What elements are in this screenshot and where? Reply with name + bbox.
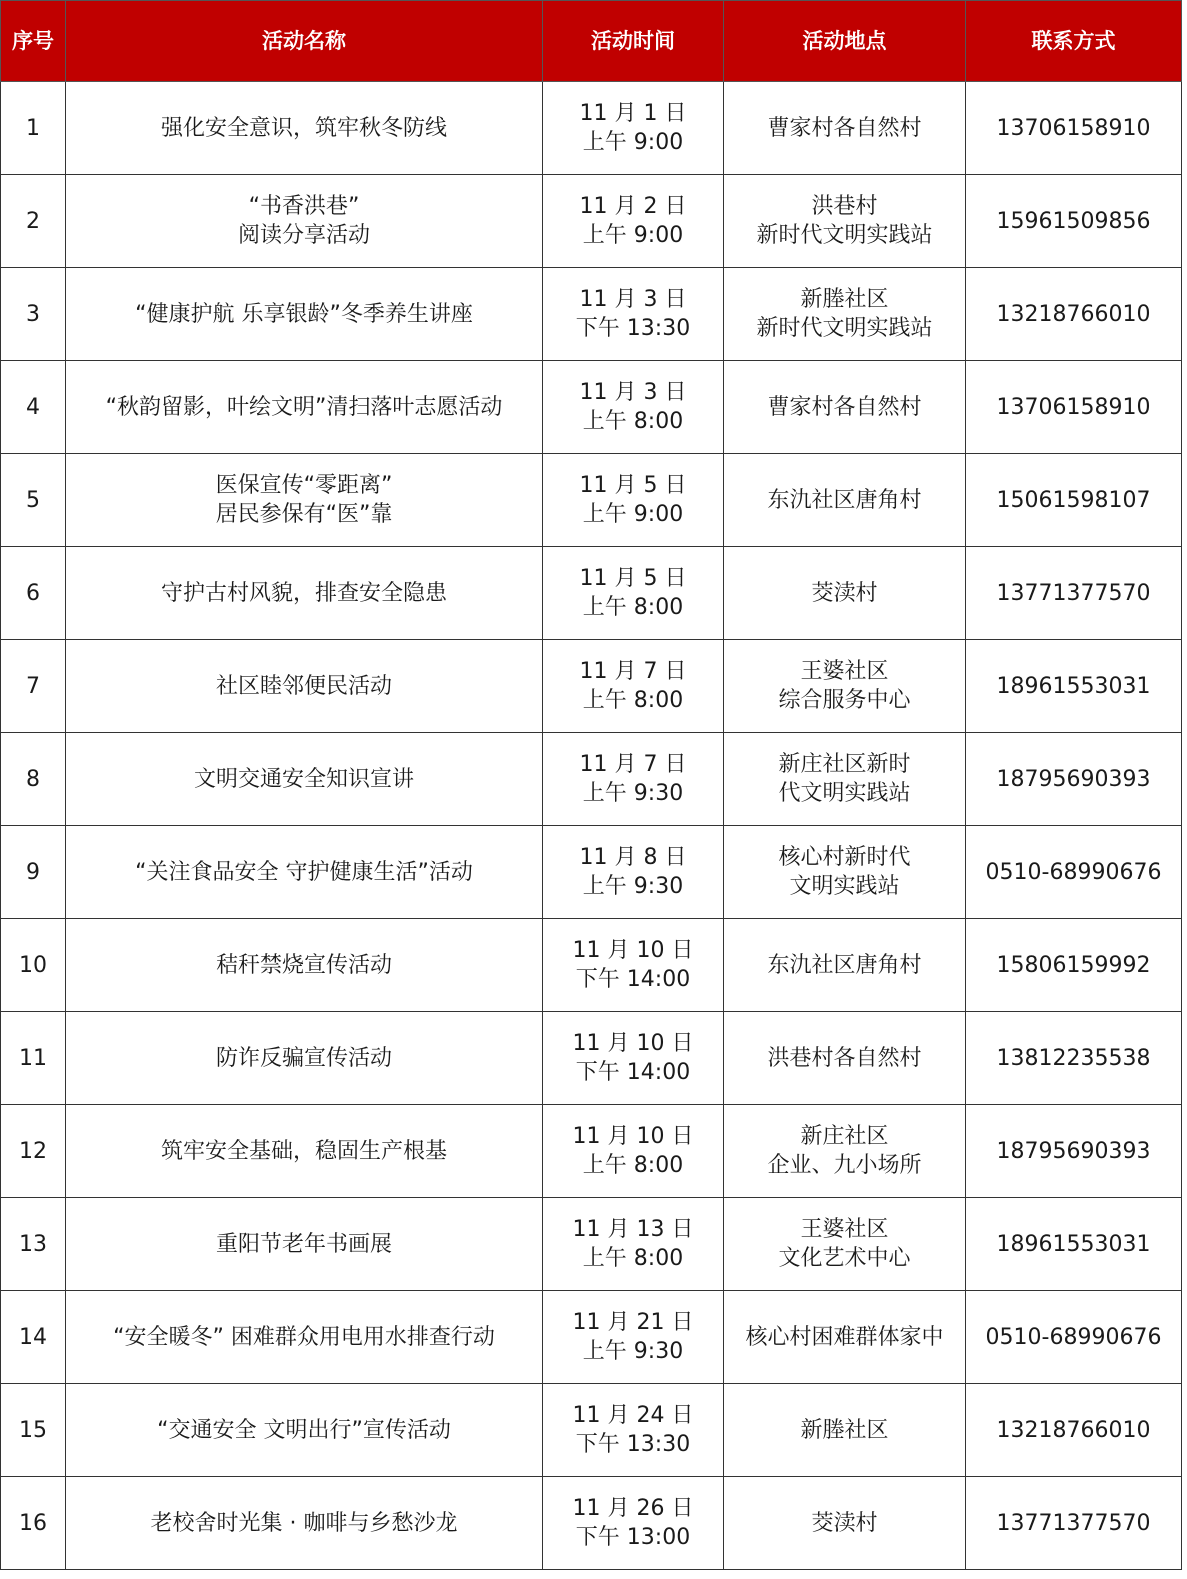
header-no: 序号 <box>1 1 66 82</box>
cell-activity-name-line: 阅读分享活动 <box>237 223 370 248</box>
table-row <box>1 547 1182 640</box>
cell-activity-name <box>66 175 543 268</box>
cell-activity-time-line: 上午 8:00 <box>582 595 684 620</box>
cell-activity-place <box>724 454 966 547</box>
cell-activity-time <box>543 1198 724 1291</box>
cell-activity-name-line: 守护古村风貌，排查安全隐患 <box>160 580 447 606</box>
cell-activity-place <box>724 640 966 733</box>
cell-no: 16 <box>1 1477 66 1570</box>
cell-activity-time-line: 上午 9:00 <box>582 223 684 248</box>
cell-activity-name-line: “安全暖冬” 困难群众用电用水排查行动 <box>113 1324 495 1350</box>
cell-activity-name <box>66 1198 543 1291</box>
cell-activity-time-line: 下午 13:30 <box>575 1432 691 1457</box>
cell-no: 6 <box>1 547 66 640</box>
cell-activity-place <box>724 1477 966 1570</box>
cell-activity-time <box>543 454 724 547</box>
table-row <box>1 1105 1182 1198</box>
cell-activity-place-line: 新时代文明实践站 <box>756 316 933 341</box>
cell-contact: 13771377570 <box>966 547 1182 640</box>
table-row <box>1 733 1182 826</box>
cell-activity-time <box>543 268 724 361</box>
cell-activity-time-line: 11 月 21 日 <box>572 1310 694 1335</box>
cell-activity-place <box>724 919 966 1012</box>
cell-activity-time-line: 11 月 10 日 <box>572 1031 694 1056</box>
cell-activity-place-line: 茭渎村 <box>811 580 878 606</box>
table-row <box>1 175 1182 268</box>
cell-activity-place-line: 新时代文明实践站 <box>756 223 933 248</box>
cell-activity-name-line: 强化安全意识，筑牢秋冬防线 <box>160 115 447 141</box>
cell-activity-time-line: 下午 13:00 <box>575 1525 691 1550</box>
cell-activity-place-line: 核心村新时代 <box>778 845 911 870</box>
table-row <box>1 640 1182 733</box>
cell-activity-place <box>724 826 966 919</box>
cell-contact: 18795690393 <box>966 1105 1182 1198</box>
cell-activity-name-line: “关注食品安全 守护健康生活”活动 <box>135 859 473 885</box>
cell-no: 15 <box>1 1384 66 1477</box>
cell-no: 3 <box>1 268 66 361</box>
cell-activity-name-line: 医保宣传“零距离” <box>215 473 393 498</box>
cell-activity-time <box>543 1477 724 1570</box>
cell-activity-place <box>724 1105 966 1198</box>
table-row <box>1 82 1182 175</box>
cell-activity-time-line: 11 月 1 日 <box>579 101 687 126</box>
cell-activity-place-line: 东氿社区唐角村 <box>767 952 922 978</box>
cell-activity-place-line: 茭渎村 <box>811 1510 878 1536</box>
cell-activity-place-line: 文明实践站 <box>789 874 900 899</box>
table-body <box>1 82 1182 1570</box>
cell-activity-name <box>66 1477 543 1570</box>
cell-activity-time-line: 11 月 5 日 <box>579 473 687 498</box>
cell-contact: 15806159992 <box>966 919 1182 1012</box>
table-row <box>1 1477 1182 1570</box>
table-row <box>1 1198 1182 1291</box>
cell-activity-name <box>66 547 543 640</box>
cell-activity-place-line: 曹家村各自然村 <box>767 115 922 141</box>
cell-activity-time-line: 11 月 8 日 <box>579 845 687 870</box>
cell-activity-name <box>66 82 543 175</box>
cell-contact: 13218766010 <box>966 1384 1182 1477</box>
cell-activity-place-line: 企业、九小场所 <box>767 1153 922 1178</box>
cell-contact: 18795690393 <box>966 733 1182 826</box>
cell-contact: 18961553031 <box>966 640 1182 733</box>
cell-activity-place-line: 新庄社区 <box>800 1124 889 1149</box>
cell-activity-place <box>724 1198 966 1291</box>
cell-activity-place-line: 王婆社区 <box>800 1217 889 1242</box>
cell-activity-time-line: 11 月 3 日 <box>579 287 687 312</box>
cell-no: 13 <box>1 1198 66 1291</box>
table-row <box>1 1012 1182 1105</box>
cell-activity-time-line: 上午 9:00 <box>582 502 684 527</box>
table-row <box>1 454 1182 547</box>
cell-no: 9 <box>1 826 66 919</box>
cell-activity-place <box>724 1291 966 1384</box>
cell-activity-time <box>543 547 724 640</box>
cell-activity-time-line: 下午 13:30 <box>575 316 691 341</box>
cell-activity-time <box>543 919 724 1012</box>
cell-activity-time-line: 下午 14:00 <box>575 1060 691 1085</box>
cell-activity-time-line: 上午 8:00 <box>582 409 684 434</box>
cell-activity-name-line: 老校舍时光集 · 咖啡与乡愁沙龙 <box>150 1510 458 1536</box>
cell-contact: 15961509856 <box>966 175 1182 268</box>
cell-activity-place-line: 代文明实践站 <box>778 781 911 806</box>
cell-no: 1 <box>1 82 66 175</box>
cell-activity-time <box>543 1105 724 1198</box>
cell-activity-place <box>724 1384 966 1477</box>
cell-activity-time-line: 11 月 3 日 <box>579 380 687 405</box>
cell-activity-name <box>66 919 543 1012</box>
cell-contact: 0510-68990676 <box>966 1291 1182 1384</box>
cell-activity-time <box>543 175 724 268</box>
cell-activity-place-line: 文化艺术中心 <box>778 1246 911 1271</box>
cell-activity-time-line: 11 月 5 日 <box>579 566 687 591</box>
cell-activity-place <box>724 268 966 361</box>
cell-activity-place-line: 曹家村各自然村 <box>767 394 922 420</box>
cell-no: 8 <box>1 733 66 826</box>
cell-activity-time <box>543 361 724 454</box>
cell-contact: 18961553031 <box>966 1198 1182 1291</box>
header-contact: 联系方式 <box>966 1 1182 82</box>
cell-activity-time-line: 上午 9:30 <box>582 874 684 899</box>
table-row <box>1 919 1182 1012</box>
cell-activity-name-line: 社区睦邻便民活动 <box>215 673 392 699</box>
table-row <box>1 268 1182 361</box>
header-row <box>1 1 1182 82</box>
cell-activity-time <box>543 640 724 733</box>
cell-activity-place <box>724 547 966 640</box>
cell-activity-time <box>543 82 724 175</box>
cell-contact: 13706158910 <box>966 82 1182 175</box>
cell-activity-place-line: 核心村困难群体家中 <box>745 1324 944 1350</box>
cell-activity-time <box>543 1291 724 1384</box>
cell-activity-time <box>543 826 724 919</box>
cell-activity-place-line: 新塍社区 <box>800 1417 889 1443</box>
cell-activity-place-line: 新塍社区 <box>800 287 889 312</box>
cell-activity-place-line: 王婆社区 <box>800 659 889 684</box>
cell-activity-time-line: 11 月 7 日 <box>579 659 687 684</box>
cell-activity-place-line: 东氿社区唐角村 <box>767 487 922 513</box>
cell-contact: 13218766010 <box>966 268 1182 361</box>
cell-activity-time-line: 11 月 24 日 <box>572 1403 694 1428</box>
cell-no: 5 <box>1 454 66 547</box>
cell-activity-name-line: “健康护航 乐享银龄”冬季养生讲座 <box>135 301 473 327</box>
cell-activity-time-line: 上午 8:00 <box>582 1246 684 1271</box>
cell-activity-name <box>66 1012 543 1105</box>
cell-activity-name-line: 文明交通安全知识宣讲 <box>193 766 414 792</box>
cell-activity-name-line: 防诈反骗宣传活动 <box>215 1045 392 1071</box>
table-row <box>1 361 1182 454</box>
cell-activity-place <box>724 1012 966 1105</box>
cell-activity-name <box>66 826 543 919</box>
cell-activity-place <box>724 82 966 175</box>
table-header <box>1 1 1182 82</box>
cell-activity-time-line: 11 月 10 日 <box>572 938 694 963</box>
cell-activity-name-line: 秸秆禁烧宣传活动 <box>215 952 392 978</box>
cell-no: 4 <box>1 361 66 454</box>
cell-activity-name <box>66 733 543 826</box>
cell-activity-time <box>543 733 724 826</box>
cell-activity-name <box>66 268 543 361</box>
cell-activity-name <box>66 640 543 733</box>
table-row <box>1 826 1182 919</box>
cell-activity-name-line: 居民参保有“医”靠 <box>215 502 393 527</box>
cell-activity-time <box>543 1012 724 1105</box>
cell-activity-time-line: 11 月 10 日 <box>572 1124 694 1149</box>
cell-activity-time-line: 11 月 2 日 <box>579 194 687 219</box>
cell-activity-time <box>543 1384 724 1477</box>
cell-activity-name-line: “秋韵留影，叶绘文明”清扫落叶志愿活动 <box>105 394 503 420</box>
cell-activity-time-line: 上午 8:00 <box>582 688 684 713</box>
cell-activity-name <box>66 1384 543 1477</box>
cell-no: 12 <box>1 1105 66 1198</box>
cell-activity-time-line: 下午 14:00 <box>575 967 691 992</box>
header-activity-place: 活动地点 <box>724 1 966 82</box>
cell-activity-time-line: 11 月 13 日 <box>572 1217 694 1242</box>
cell-activity-place-line: 综合服务中心 <box>778 688 911 713</box>
cell-no: 14 <box>1 1291 66 1384</box>
cell-contact: 15061598107 <box>966 454 1182 547</box>
cell-activity-name-line: 重阳节老年书画展 <box>215 1231 392 1257</box>
cell-activity-name <box>66 454 543 547</box>
cell-activity-name-line: 筑牢安全基础，稳固生产根基 <box>160 1138 447 1164</box>
header-activity-time: 活动时间 <box>543 1 724 82</box>
header-activity-name: 活动名称 <box>66 1 543 82</box>
cell-activity-time-line: 上午 8:00 <box>582 1153 684 1178</box>
cell-contact: 13812235538 <box>966 1012 1182 1105</box>
cell-activity-time-line: 上午 9:30 <box>582 1339 684 1364</box>
cell-activity-name <box>66 361 543 454</box>
cell-no: 10 <box>1 919 66 1012</box>
cell-activity-name <box>66 1105 543 1198</box>
table-row <box>1 1291 1182 1384</box>
cell-activity-place-line: 洪巷村 <box>811 194 878 219</box>
cell-activity-time-line: 上午 9:30 <box>582 781 684 806</box>
cell-no: 11 <box>1 1012 66 1105</box>
cell-activity-name-line: “书香洪巷” <box>248 194 360 219</box>
cell-activity-name <box>66 1291 543 1384</box>
cell-contact: 13771377570 <box>966 1477 1182 1570</box>
cell-activity-place <box>724 733 966 826</box>
cell-contact: 0510-68990676 <box>966 826 1182 919</box>
cell-no: 7 <box>1 640 66 733</box>
cell-activity-time-line: 11 月 7 日 <box>579 752 687 777</box>
cell-activity-name-line: “交通安全 文明出行”宣传活动 <box>157 1417 451 1443</box>
cell-activity-place <box>724 175 966 268</box>
cell-activity-place-line: 洪巷村各自然村 <box>767 1045 922 1071</box>
cell-activity-time-line: 上午 9:00 <box>582 130 684 155</box>
cell-activity-time-line: 11 月 26 日 <box>572 1496 694 1521</box>
cell-no: 2 <box>1 175 66 268</box>
table-row <box>1 1384 1182 1477</box>
cell-activity-place-line: 新庄社区新时 <box>778 752 911 777</box>
cell-activity-place <box>724 361 966 454</box>
cell-contact: 13706158910 <box>966 361 1182 454</box>
